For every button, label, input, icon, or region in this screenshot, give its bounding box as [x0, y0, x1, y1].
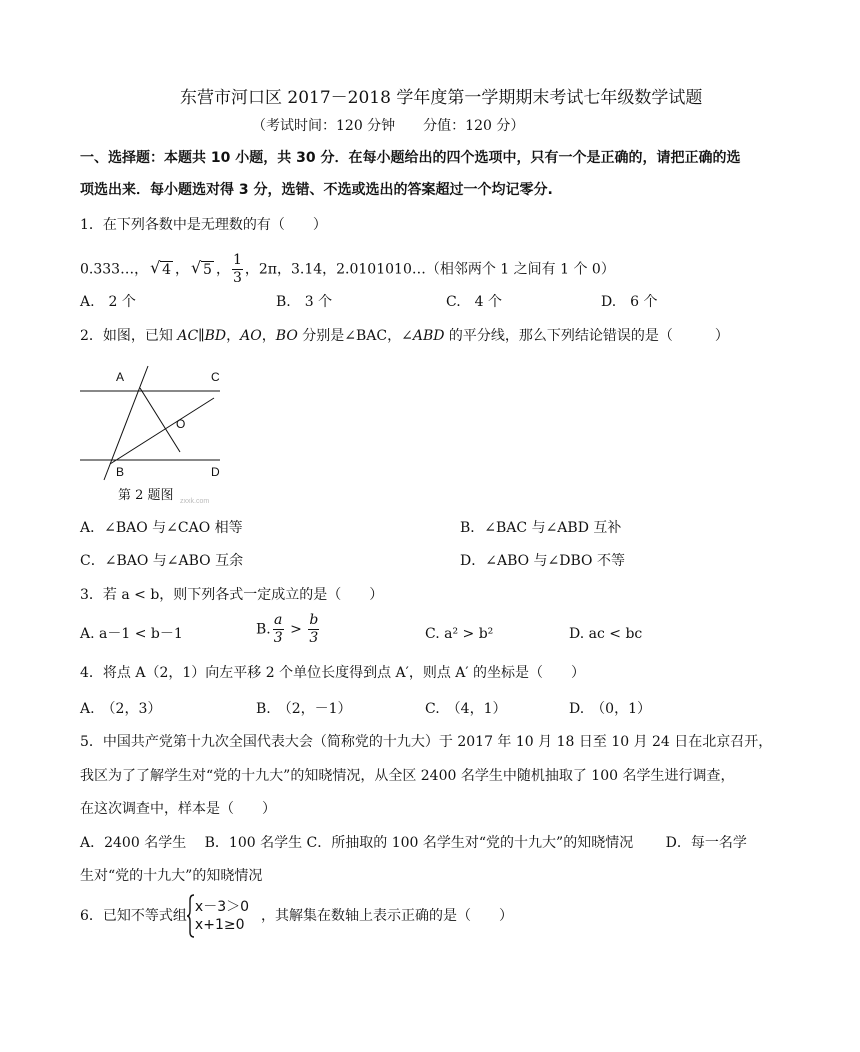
q1-fraction: $\frac{1}{3}$ — [232, 252, 242, 286]
point-d-label: D — [211, 465, 220, 479]
q6-brace — [187, 894, 195, 938]
figure-caption: 第 2 题图 — [118, 488, 174, 503]
q1-option-d: D. 6 个 — [601, 294, 658, 310]
q1-option-b: B. 3 个 — [276, 294, 333, 310]
q5-line1: 5．中国共产党第十九次全国代表大会（简称党的十九大）于 2017 年 10 月 18 日至 10 月 24 日在北京召开， — [80, 734, 773, 750]
q5-line3: 在这次调查中，样本是（ ） — [80, 801, 276, 817]
q4-stem: 4．将点 A（2，1）向左平移 2 个单位长度得到点 A′，则点 A′ 的坐标是（ ） — [80, 665, 586, 681]
q3-option-b — [256, 612, 321, 647]
q4-option-a: A. （2，3） — [80, 701, 162, 717]
point-a-label: A — [116, 370, 125, 384]
transversal-ab — [104, 366, 148, 480]
q1-n1: 0.333…， — [80, 261, 149, 278]
q3-b-prefix: B. — [256, 621, 271, 638]
q3-b-frac2: $\frac{b}{3}$ — [309, 612, 319, 646]
exam-title: 东营市河口区 2017－2018 学年度第一学期期末考试七年级数学试题 — [180, 88, 703, 108]
section1-heading-line1: 一、选择题：本题共 10 小题，共 30 分．在每小题给出的四个选项中，只有一个是正确的，请把正确的选 — [80, 150, 741, 166]
q4-option-d: D. （0，1） — [569, 701, 651, 717]
watermark: zxxk.com — [180, 498, 210, 505]
q1-comma1: ， — [175, 261, 190, 278]
q1-option-c: C. 4 个 — [446, 294, 503, 310]
q2-stem-mid2: 分别是∠BAC，∠ — [297, 328, 413, 344]
q2-bo: BO — [275, 328, 298, 344]
q6-inequality-2: x+1≥0 — [194, 917, 245, 933]
q1-rest: ，2π，3.14，2.0101010…（相邻两个 1 之间有 1 个 0） — [244, 261, 615, 278]
section1-heading-line2: 项选出来．每小题选对得 3 分，选错、不选或选出的答案超过一个均记零分. — [80, 182, 553, 198]
q2-stem — [80, 326, 729, 346]
q5-line2: 我区为了了解学生对“党的十九大”的知晓情况，从全区 2400 名学生中随机抽取了 100 名学生进行调查， — [80, 768, 735, 784]
q1-numbers — [80, 252, 615, 287]
q2-stem-mid: ， — [226, 328, 241, 344]
q5-line4: A．2400 名学生 B．100 名学生 C．所抽取的 100 名学生对“党的十九大”的知晓情况 D．每一名学 — [80, 835, 747, 851]
q4-option-b: B. （2，－1） — [256, 701, 352, 717]
q3-b-frac1: $\frac{a}{3}$ — [273, 612, 283, 646]
q2-parallel: AC∥BD — [177, 328, 227, 344]
q6-stem-end: ，其解集在数轴上表示正确的是（ ） — [261, 908, 514, 924]
q2-ao: AO — [240, 328, 262, 344]
q1-comma2: ， — [215, 261, 230, 278]
q6-stem-pre: 6．已知不等式组 — [80, 908, 187, 924]
q2-abd: ABD — [412, 328, 445, 344]
q2-stem-pre: 2．如图，已知 — [80, 328, 178, 344]
q4-option-c: C. （4，1） — [425, 701, 507, 717]
q1-sqrt5: √ 5 — [191, 259, 214, 281]
q3-option-a: A. a－1 < b－1 — [80, 626, 183, 642]
q1-option-a: A. 2 个 — [80, 294, 136, 310]
q2-option-b: B．∠BAC 与∠ABD 互补 — [460, 520, 622, 536]
q1-sqrt4: √ 4 — [150, 259, 173, 281]
q3-stem: 3．若 a < b，则下列各式一定成立的是（ ） — [80, 587, 384, 603]
exam-subtitle: （考试时间：120 分钟 分值：120 分） — [252, 118, 525, 134]
q2-option-a: A．∠BAO 与∠CAO 相等 — [80, 520, 243, 536]
q2-option-d: D．∠ABO 与∠DBO 不等 — [460, 553, 625, 569]
bisector-ao — [140, 388, 180, 452]
q2-stem-end: 的平分线，那么下列结论错误的是（ ） — [444, 328, 729, 344]
point-b-label: B — [116, 465, 125, 479]
q6-inequality-1: x－3＞0 — [194, 899, 250, 915]
q6-system — [195, 898, 249, 934]
q3-option-c: C. a² > b² — [425, 626, 494, 642]
point-c-label: C — [211, 370, 220, 384]
q2-option-c: C．∠BAO 与∠ABO 互余 — [80, 553, 244, 569]
q3-b-gt: > — [285, 621, 307, 638]
q2-figure — [80, 360, 250, 505]
bisector-bo — [110, 398, 214, 464]
q1-stem: 1．在下列各数中是无理数的有（ ） — [80, 217, 327, 233]
q5-line5: 生对“党的十九大”的知晓情况 — [80, 868, 263, 884]
q6-stem — [80, 893, 513, 939]
q3-option-d: D. ac < bc — [569, 626, 643, 642]
q2-comma: ， — [261, 328, 276, 344]
point-o-label: O — [176, 417, 186, 431]
